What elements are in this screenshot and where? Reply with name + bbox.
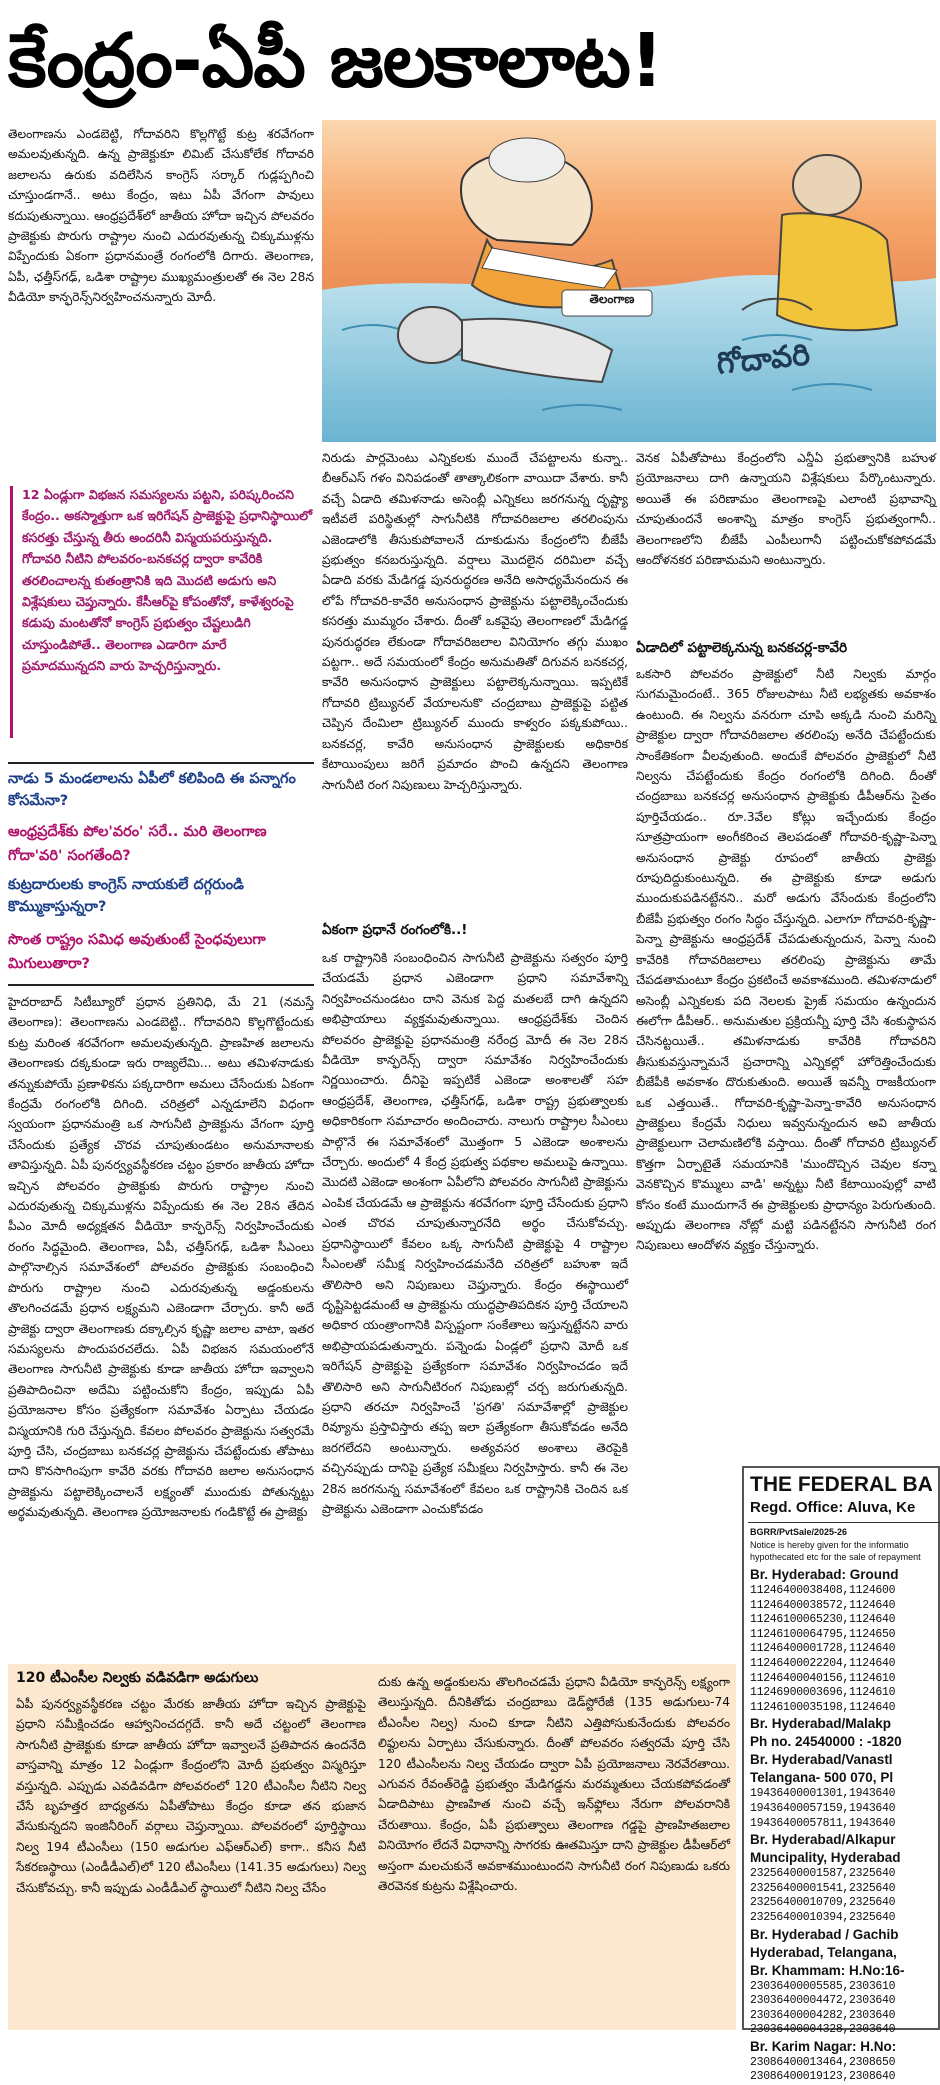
ad-branch-name: Ph no. 24540000 : -1820 xyxy=(750,1734,902,1750)
ad-account-numbers: 11246100064795,1124650 xyxy=(750,1627,896,1641)
col1-question-2: ఆంధ్రప్రదేశ్‌కు పోల'వరం' సరే.. మరి తెలంగాణ గోదా'వరి' సంగతేంది? xyxy=(8,824,267,864)
divider xyxy=(8,762,314,764)
box-left-text: ఏపీ పునర్వ్యవస్థీకరణ చట్టం మేరకు జాతీయ హోదా ఇచ్చిన ప్రాజెక్టుపై ప్రధాని సమీక్షించడం ఆహ్వానించదగ్గదే. కానీ అదే చట్టంలో తెలంగాణ సాగునీటి ప్రాజెక్టుకు కూడా జాతీయ హోదా ఇవ్వాలనే ప్రతిపాదన ఉందనేది వాస్తవాన్ని మాత్రం 12 ఏండ్లుగా కేంద్రంలోని మోదీ ప్రభుత్వం విస్మరిస్తూ వస్తున్నది. ఎప్పుడు ఎవడివడిగా పోలవరంలో 120 టీఎంసీల నీటిని నిల్వ చేసే బృహత్తర బాధ్యతను ఏపీతోపాటు కేంద్రం కూడా తన భుజాన వేసుకున్నదని ఇంజినీరింగ్ వర్గాలు చెప్తున్నాయి. పోలవరంలో పూర్తిస్థాయి నిల్వ 194 టీఎంసీలు (150 అడుగుల ఎఫ్‌ఆర్‌ఎల్) కాగా.. కనీస నీటి సేకరణస్థాయి (ఎండీడీఎల్)లో 120 టీఎంసీలు (141.35 అడుగులు) నిల్వ చేసుకోవచ్చు. కానీ ఇప్పుడు ఎండీడీఎల్ స్థాయిలో నీటిని నిల్వ చేసేం xyxy=(16,1697,366,1895)
ad-account-numbers: 23036400004328,2303640 xyxy=(750,2023,896,2037)
ad-account-numbers: 23256400001587,2325640 xyxy=(750,1867,896,1881)
ad-account-numbers: 11246100035198,1124640 xyxy=(750,1700,896,1714)
divider xyxy=(8,984,314,986)
ad-account-numbers: 23036400004472,2303640 xyxy=(750,1994,896,2008)
cartoon-river-text: గోదావరి xyxy=(715,337,812,382)
box-title: 120 టీఎంసీల నిల్వకు వడివడిగా అడుగులు xyxy=(16,1670,259,1686)
ad-account-numbers: 23256400010709,2325640 xyxy=(750,1896,896,1910)
cartoon xyxy=(322,120,936,442)
headline: కేంద్రం-ఏపీ జలకాలాట! xyxy=(8,18,663,104)
ad-account-numbers: 19436400057811,1943640 xyxy=(750,1816,896,1830)
col1-question-1: నాడు 5 మండలాలను ఏపీలో కలిపింది ఈ పన్నాగం కోసమేనా? xyxy=(8,771,296,809)
ad-account-numbers: 11246400001728,1124640 xyxy=(750,1642,896,1656)
cartoon-illustration xyxy=(322,120,936,442)
ad-account-numbers: 23086400019123,2308640 xyxy=(750,2070,896,2084)
col1-question-3: కుట్రదారులకు కాంగ్రెస్ నాయకులే దగ్గరుండి కొమ్ముకాస్తున్నరా? xyxy=(8,877,244,915)
ad-branch-list xyxy=(750,1566,940,2085)
col3-para2: ఒకసారి పోలవరం ప్రాజెక్టులో నీటి నిల్వకు మార్గం సుగమమైందంటే.. 365 రోజులపాటు నీటి లభ్యతకు అవకాశం ఉంటుంది. ఈ నిల్వను వనరుగా చూపి అక్కడి నుంచి మరిన్ని ప్రాజెక్టుల ద్వారా గోదావరిజలాల తరలింపు అనేది చేపట్టేందుకు సాంకేతికంగా వీలవుతుంది. అందుకే పోలవరం ప్రాజెక్టులో నీటి నిల్వను చేపట్టేందుకు కేంద్రం రంగంలోకి దిగింది. దీంతో చంద్రబాబు బనకచర్ల అనుసంధాన ప్రాజెక్టుకు డీపీఆర్‌ను సైతం పూర్తిచేయడం.. రూ.3వేల కోట్లు ఇచ్చేందుకు కేంద్రం సూత్రప్రాయంగా అంగీకరించ తెలపడంతో గోదావరి-కృష్ణా-పెన్నా అనుసంధాన ప్రాజెక్టు రూపంలో జాతీయ ప్రాజెక్టు రూపుదిద్దుకుంటున్నది. ఈ ప్రాజెక్టుకు కూడా అడుగు ముందుకుపడినట్టేనని.. మరో అడుగు వేసేందుకు కేంద్రంలోని బీజేపీ ప్రభుత్వం రంగం సిద్ధం చేస్తున్నది. ఎలాగూ గోదావరి-కృష్ణా-పెన్నా ప్రాజెక్టును ఆంధ్రప్రదేశ్ చేపడుతున్నందున, పెన్నా నుంచి కావేరికి గోదావరిజలాలు తరలింపు ప్రాజెక్టును తామే చేపడతామంటూ కేంద్రం ప్రకటించే అవకాశముంది. తమిళనాడులో అసెంబ్లీ ఎన్నికలకు పది నెలలకు ప్రైజ్ సమయం ఉన్నందున ఈలోగా డీపీఆర్.. అనుమతుల ప్రక్రియన్నీ పూర్తి చేసి శంకుస్థాపన చేసినట్టయితే.. తమిళనాడుకు కావేరికి గోదావరిని తీసుకువస్తున్నామనే ప్రచారాన్ని ఎన్నికల్లో హోరెత్తించేందుకు బీజేపీకి అవకాశం దొరుకుతుంది. అయితే ఇవన్నీ రాజకీయంగా ఒక ఎత్తయితే.. గోదావరి-కృష్ణా-పెన్నా-కావేరి అనుసంధాన ప్రాజెక్టులు కేంద్రమే నిధులు ఇవ్వనున్నందున అవి జాతీయ ప్రాజెక్టులుగా చెలామణిలోకి వస్తాయి. దీంతో గోదావరి ట్రిబ్యునల్ కొత్తగా ఏర్పాటైతే సమయానికి 'ముందొచ్చిన చెవుల కన్నా వెనకొచ్చిన కొమ్ములు వాడి' అన్నట్టు నీటి కేటాయింపుల్లో వాటి కోసం కంటే ముందుగానే ఈ ప్రాజెక్టులకు ప్రాధాన్యం పెరుగుతుంది. అప్పుడు తెలంగాణ నోట్లో మట్టి పడినట్టేనని సాగునీటి రంగ నిపుణులు ఆందోళన వ్యక్తం చేస్తున్నారు. xyxy=(636,667,936,1253)
col1-question-4: సొంత రాష్ట్రం సమిధ అవుతుంటే సైంధవులుగా మిగులుతారా? xyxy=(8,932,266,972)
bank-notice-ad xyxy=(742,1466,940,2084)
ad-branch-name: Br. Hyderabad/Vanastl xyxy=(750,1752,893,1768)
col1-para1: తెలంగాణను ఎండబెట్టి, గోదావరిని కొల్లగొట్టే కుట్ర శరవేగంగా అమలవుతున్నది. ఉన్న ప్రాజెక్టుకూ లిమిట్ చేసుకోలేక గోదావరి జలాలను ఉరుకు వదిలేసిన కాంగ్రెస్ సర్కార్ గుడ్లప్పగించి చూస్తుండగానే.. అటు కేంద్రం, ఇటు ఏపీ వేగంగా పావులు కదుపుతున్నాయి. ఆంధ్రప్రదేశ్‌లో జాతీయ హోదా ఇచ్చిన పోలవరం ప్రాజెక్టుకు పొరుగు రాష్ట్రాల నుంచి ఎదురవుతున్న చిక్కుముళ్లను విప్పేందుకు ఏకంగా ప్రధానమంత్రే రంగంలోకి దిగారు. తెలంగాణ, ఏపీ, ఛత్తీస్‌గఢ్, ఒడిశా రాష్ట్రాల ముఖ్యమంత్రులతో ఈ నెల 28న వీడియో కాన్ఫరెన్స్‌నిర్వహించనున్నారు మోదీ. xyxy=(8,127,314,305)
ad-account-numbers: 19436400057159,1943640 xyxy=(750,1801,896,1815)
col1-body: హైదరాబాద్ సిటీబ్యూరో ప్రధాన ప్రతినిధి, మే 21 (నమస్తే తెలంగాణ): తెలంగాణను ఎండబెట్టి.. గోదావరిని కొల్లగొట్టేందుకు కుట్ర మరింత శరవేగంగా అమలవుతున్నది. ప్రాణహిత జలాలను తెలంగాణకు దక్కకుండా ఇరు రాజ్యలేమి... అటు తమిళనాడుకు తన్నుకుపోయే ప్రణాళికను పక్కదారిగా అమలు చేసేందుకు ఏకంగా కేంద్రమే రంగంలోకి దిగింది. చరిత్రలో ఎన్నడూలేని విధంగా స్వయంగా ప్రధానమంత్రి ఒక సాగునీటి ప్రాజెక్టును వేగంగా పూర్తి చేసేందుకు ప్రత్యేక చొరవ చూపుతుండటం అనుమానాలకు తావిస్తున్నది. ఏపీ పునర్వ్యవస్థీకరణ చట్టం ప్రకారం జాతీయ హోదా ఇచ్చిన పోలవరం ప్రాజెక్టుకు పొరుగు రాష్ట్రాల నుంచి ఎదురవుతున్న చిక్కుముళ్లను విప్పేందుకు ఈ నెల 28న తేదిన పీఎం మోదీ అధ్యక్షతన వీడియో కాన్ఫరెన్స్ నిర్వహించేందుకు రంగం సిద్ధమైంది. తెలంగాణ, ఏపీ, ఛత్తీస్‌గఢ్, ఒడిశా సీఎంలు పాల్గొనాల్సిన సమావేశంలో పోలవరం ప్రాజెక్టుకు సంబంధించి పొరుగు రాష్ట్రాల నుంచి ఎదురవుతున్న అడ్డంకులను తొలగించడమే ప్రధాన లక్ష్యమని ఎజెండాగా చేర్చారు. కానీ అదే ప్రాజెక్టు ద్వారా తెలంగాణకు దక్కాల్సిన కృష్ణా జలాల వాటా, ఇతర సమస్యలను పొందుపరచలేదు. ఏపీ విభజన సమయంలోనే తెలంగాణ సాగునీటి ప్రాజెక్టుకు కూడా జాతీయ హోదా ఇవ్వాలని ప్రతిపాదించినా అదేమి పట్టించుకోని కేంద్రం, ఇప్పుడు ఏపీ ప్రయోజనాల కోసం ప్రత్యేకంగా సమావేశం ఏర్పాటు చేయడం విస్మయానికి గురి చేస్తున్నది. కేవలం పోలవరం ప్రాజెక్టును సత్వరమే పూర్తి చేసి, చంద్రబాబు బనకచర్ల ప్రాజెక్టును చేపట్టేందుకు తోపాటు దాని కొనసాగింపుగా కావేరి వరకు గోదావరి జలాల అనుసంధాన ప్రాజెక్టును పట్టాలెక్కించాలనే లక్ష్యంతో ముందుకు పోతున్నట్టు అర్థమవుతున్నది. తెలంగాణ ప్రయోజనాలకు గండికొట్టే ఈ ప్రాజెక్టు xyxy=(8,995,314,1520)
ad-account-numbers: 11246900003696,1124610 xyxy=(750,1686,896,1700)
cartoon-banner-text: తెలంగాణ xyxy=(589,292,635,306)
ad-note-1: Notice is hereby given for the informatio xyxy=(750,1540,909,1550)
col2-para1: నిరుడు పార్లమెంటు ఎన్నికలకు ముందే చేపట్టాలను కున్నా.. బీఆర్‌ఎస్ గళం వినిపడంతో తాత్కాలికంగా వాయిదా వేశారు. కానీ వచ్చే ఏడాది తమిళనాడు అసెంబ్లీ ఎన్నికలు జరగనున్న దృష్ట్యా ఇటీవలే పరిస్థితుల్లో సాగునీటికి గోదావరిజలాల తరలింపును ఎజెండాలోకి తీసుకుపోవాలనే దూకుడును కేంద్రంలోని బీజేపీ ప్రభుత్వం కనబరుస్తున్నది. వర్షాలు మొదలైన దరిమిలా వచ్చే ఏడాది వరకు మేడిగడ్డ పునరుద్ధరణ అనేది అసాధ్యమేనందున ఈ లోపే గోదావరి-కావేరి అనుసంధాన ప్రాజెక్టును పట్టాలెక్కించేందుకు కసరత్తు ముమ్మరం చేశారు. దీంతో ఒకవైపు తెలంగాణలో మేడిగడ్డ పునరుద్ధరణ లేకుండా గోదావరిజలాల వినియోగం తగ్గు ముఖం పట్టగా.. అదే సమయంలో కేంద్రం అనుమతితో దిగువన బనకచర్ల, కావేరి అనుసంధాన ప్రాజెక్టులు పట్టాలెక్కనున్నాయి. ఇప్పటికే గోదావరి ట్రిబ్యునల్ వేయాలనుకొ చంద్రబాబు ప్రాజెక్టుపై పట్టిత చెప్పిన దేంమిలా ట్రిబ్యునల్ ముందు కాళ్వరం పక్కకుపోయి.. బనకచర్ల, కావేరి అనుసంధాన ప్రాజెక్టులకు అధికారిక కేటాయింపులు జరిగే ప్రమాదం పొంచి ఉన్నదని తెలంగాణ సాగునీటి రంగ నిపుణులు హెచ్చరిస్తున్నారు. xyxy=(322,451,628,792)
ad-account-numbers: 23256400010394,2325640 xyxy=(750,1910,896,1924)
ad-note-2: hypothecated etc for the sale of repayment xyxy=(750,1552,921,1562)
col3-para2-narrow xyxy=(636,890,734,1656)
ad-account-numbers: 23036400005585,2303610 xyxy=(750,1979,896,1993)
ad-reference: BGRR/PvtSale/2025-26 xyxy=(750,1527,848,1537)
ad-branch-name: Br. Khammam: H.No:16- xyxy=(750,1962,905,1978)
ad-account-numbers: 19436400001301,1943640 xyxy=(750,1787,896,1801)
ad-branch-name: Muncipality, Hyderabad xyxy=(750,1850,901,1866)
col3-para1: వెనక ఏపీతోపాటు కేంద్రంలోని ఎన్డీఏ ప్రభుత్వానికి బహుళ ప్రయోజనాలు దాగి ఉన్నాయని విశ్లేషకులు పేర్కొంటున్నారు. అయితే ఈ పరిణామం తెలంగాణపై ఎలాంటి ప్రభావాన్ని చూపుతుందనే అంశాన్ని మాత్రం కాంగ్రెస్ ప్రభుత్వంగానీ.. తెలంగాణలోని బీజేపీ ఎంపీలుగానీ పట్టించుకోకపోవడమే ఆందోళనకర పరిణామమని అంటున్నారు. xyxy=(636,451,936,568)
ad-branch-name: Hyderabad, Telangana, xyxy=(750,1944,897,1960)
ad-branch-name: Br. Hyderabad/Malakp xyxy=(750,1716,892,1732)
ad-branch-name: Telangana- 500 070, Pl xyxy=(750,1770,894,1786)
ad-account-numbers: 11246400038572,1124640 xyxy=(750,1598,896,1612)
col2-para2: ఒక రాష్ట్రానికి సంబంధించిన సాగునీటి ప్రాజెక్టును సత్వరం పూర్తి చేయడమే ప్రధాన ఎజెండాగా ప్రధాని సమావేశాన్ని నిర్వహించనుండటం దాని వెనుక పెద్ద మతలబే దాగి ఉన్నదని అభిప్రాయాలు వ్యక్తమవుతున్నాయి. ఆంధ్రప్రదేశ్‌కు చెందిన పోలవరం ప్రాజెక్టుపై ప్రధానమంత్రి నరేంద్ర మోదీ ఈ నెల 28న వీడియో కాన్ఫరెన్స్ ద్వారా సమావేశం నిర్వహించేందుకు నిర్ణయించారు. దీనిపై ఇప్పటికే ఎజెండా అంశాలతో సహ ఆంధ్రప్రదేశ్, తెలంగాణ, ఛత్తీస్‌గఢ్, ఒడిశా రాష్ట్ర ప్రభుత్వాలకు అధికారికంగా సమాచారం అందించారు. నాలుగు రాష్ట్రాల సీఎంలు పాల్గొనే ఈ సమావేశంలో మొత్తంగా 5 ఎజెండా అంశాలను చేర్చారు. అందులో 4 కేంద్ర ప్రభుత్వ పథకాల అమలుపై ఉన్నాయి. మొదటి ఎజెండా అంశంగా ఏపీలోని పోలవరం సాగునీటి ప్రాజెక్టును ఎంపిక చేయడమే ఆ ప్రాజెక్టును శరవేగంగా పూర్తి చేసేందుకు ప్రధాని ఎంత చొరవ చూపుతున్నారనేది అర్థం చేసుకోవచ్చు. ప్రధానిస్థాయిలో కేవలం ఒక్క సాగునీటి ప్రాజెక్టుపై 4 రాష్ట్రాల సీఎంలతో సమీక్ష నిర్వహించడమనేది చరిత్రలో బహుశా ఇదే తొలిసారి అని నిపుణులు చెప్తున్నారు. కేంద్రం ఈస్థాయిలో దృష్టిపెట్టడమంటే ఆ ప్రాజెక్టును యుద్ధప్రాతిపదికన పూర్తి చేయాలని అధికార యంత్రాంగానికి విస్పష్టంగా సంకేతాలు ఇస్తున్నట్టేనని వారు అభిప్రాయపడుతున్నారు. పన్నెండు ఏండ్లలో ప్రధాని మోదీ ఒక ఇరిగేషన్ ప్రాజెక్టుపై ప్రత్యేకంగా సమావేశం నిర్వహించడం ఇదే తొలిసారి అని సాగునీటిరంగ నిపుణుల్లో చర్చ జరుగుతున్నది. ప్రధాని తరచూ నిర్వహించే 'ప్రగతి' సమావేశాల్లో ప్రాజెక్టుల రివ్యూను ప్రస్తావిస్తారు తప్ప ఇలా ప్రత్యేకంగా తీసుకోవడం అనేది జరగలేదని అంటున్నారు. అత్యవసర అంశాలు తెరపైకి వచ్చినప్పుడు దానిపై ప్రత్యేక సమీక్షలు నిర్వహిస్తారు. కానీ ఈ నెల 28న జరగనున్న సమావేశంలో కేవలం ఒక రాష్ట్రానికి చెందిన ఒక ప్రాజెక్టును ఎజెండాగా ఎంచుకోవడం xyxy=(322,951,628,1516)
box-right-text: దుకు ఉన్న అడ్డంకులను తొలగించడమే ప్రధాని వీడియో కాన్ఫరెన్స్ లక్ష్యంగా తెలుస్తున్నది. దీనికితోడు చంద్రబాబు డెడ్‌స్టోరేజీ (135 అడుగులు-74 టీఎంసీల నిల్వ) నుంచి కూడా నీటిని ఎత్తిపోసుకునేందుకు పోలవరం లిఫ్టులను ఏర్పాటు చేసుకున్నారు. దీంతో పోలవరం సత్వరమే పూర్తి చేసి 120 టీఎంసీలను నిల్వ చేయడం ద్వారా ఏపీ ప్రయోజనాలు నెరవేరతాయి. ఎగువన రేవంత్‌రెడ్డి ప్రభుత్వం మేడిగడ్డను మరమ్మతులు చేయకపోవడంతో ఏడాదిపాటు ప్రాణహిత నుంచి వచ్చే ఇన్‌ఫ్లోలు నేరుగా పోలవరానికి చేరుతాయి. కేంద్రం, ఏపీ ప్రభుత్వాలు తెలంగాణ గడ్డపై ప్రాణహితజలాల వినియోగం లేదనే విధానాన్ని సాగరకు ఊతమిస్తూ దాని ప్రాజెక్టుల డీపీఆర్‌లో అస్తంగా మలచుకునే అవకాశముంటుందని సాగునీటి రంగ నిపుణుడు ఒకరు తెరవెనక కుట్రను విశ్లేషించారు. xyxy=(378,1675,730,1894)
ad-branch-name: Br. Hyderabad/Alkapur xyxy=(750,1832,896,1848)
ad-account-numbers: 11246400038408,1124600 xyxy=(750,1584,896,1597)
ad-branch-name: Br. Hyderabad: Ground xyxy=(750,1567,899,1582)
ad-account-numbers: 23086400013464,2308650 xyxy=(750,2055,896,2069)
ad-account-numbers: 11246100065230,1124640 xyxy=(750,1613,896,1627)
col1-pull-quote: 12 ఏండ్లుగా విభజన సమస్యలను పట్టని, పరిష్కరించని కేంద్రం.. అకస్మాత్తుగా ఒక ఇరిగేషన్ ప్రాజెక్టుపై ప్రధానిస్థాయిలో కసరత్తు చేస్తున్న తీరు అందరినీ విస్మయపరుస్తున్నది. గోదావరి నీటిని పోలవరం-బనకచర్ల ద్వారా కావేరికి తరలించాలన్న కుతంత్రానికి ఇది మొదటి అడుగు అని విశ్లేషకులు చెప్తున్నారు. కేసీఆర్‌పై కోపంతోనో, కాళేశ్వరంపై కడుపు మంటతోనో కాంగ్రెస్ ప్రభుత్వం చేష్టలుడిగి చూస్తుండిపోతే.. తెలంగాణ ఎడారిగా మారే ప్రమాదమున్నదని వారు హెచ్చరిస్తున్నారు. xyxy=(22,487,313,674)
ad-account-numbers: 23036400004282,2303640 xyxy=(750,2008,896,2022)
ad-branch-name: Br. Hyderabad / Gachib xyxy=(750,1926,899,1942)
ad-branch-name: Br. Karim Nagar: H.No: xyxy=(750,2038,897,2054)
ad-title: THE FEDERAL BA xyxy=(750,1473,933,1496)
ad-account-numbers: 11246400040156,1124610 xyxy=(750,1671,896,1685)
col2-subheading: ఏకంగా ప్రధానే రంగంలోకి..! xyxy=(322,922,468,938)
ad-regd-office: Regd. Office: Aluva, Ke xyxy=(750,1499,916,1516)
ad-account-numbers: 23256400001541,2325640 xyxy=(750,1881,896,1895)
col3-subheading: ఏడాదిలో పట్టాలెక్కనున్న బనకచర్ల-కావేరి xyxy=(636,640,848,656)
pull-quote-bar xyxy=(10,486,13,738)
sidebar-box xyxy=(8,1664,736,2030)
ad-rule xyxy=(748,1522,940,1523)
ad-account-numbers: 11246400022204,1124640 xyxy=(750,1656,896,1670)
